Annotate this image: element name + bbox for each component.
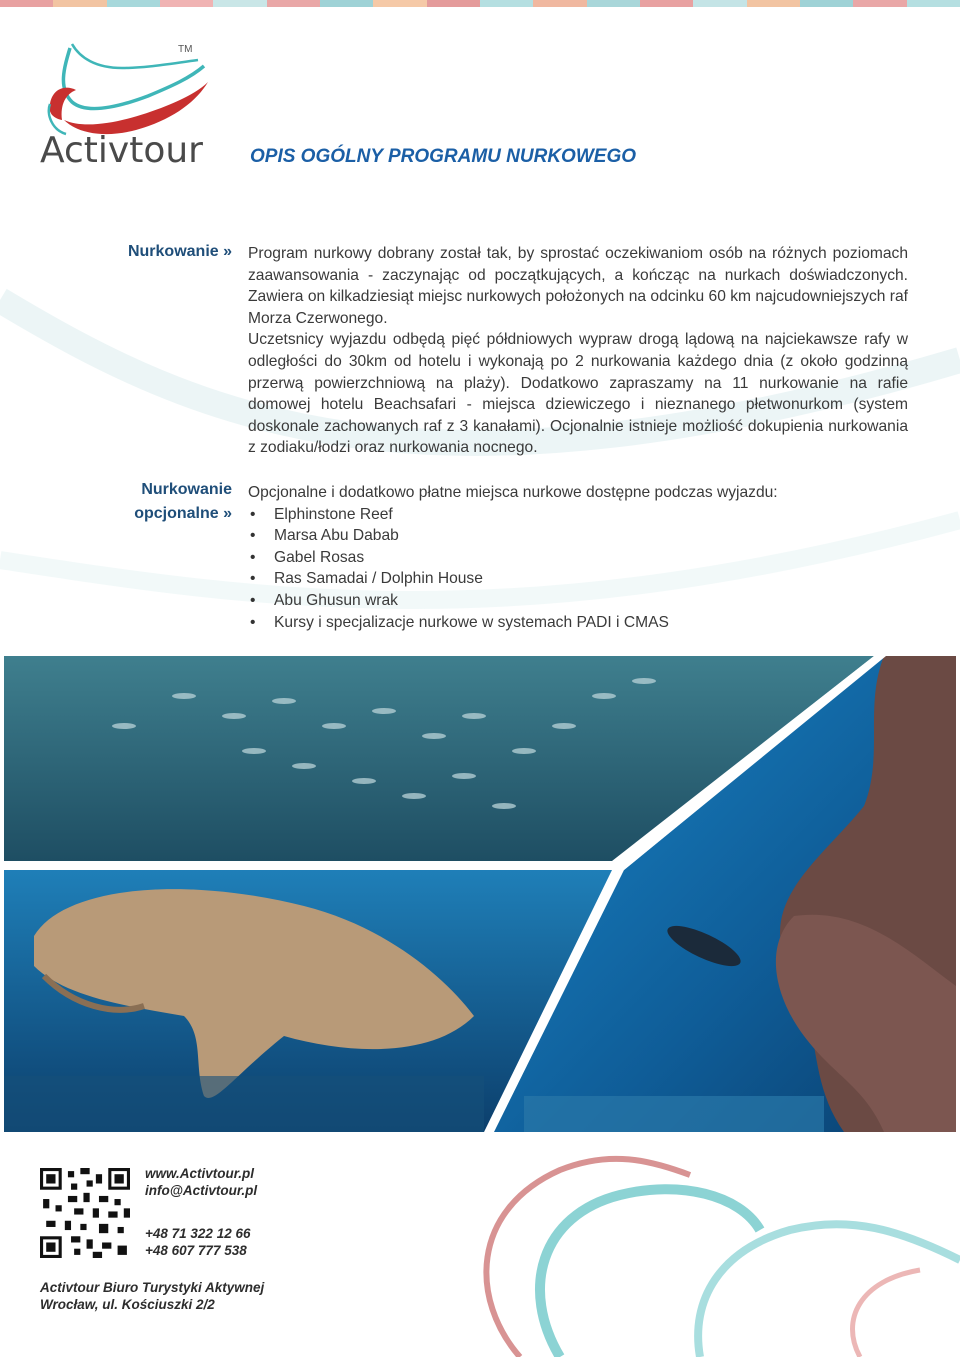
optional-sites-list [248,504,908,634]
section-body-diving [248,243,908,459]
list-item: • Ras Samadai / Dolphin House [248,568,908,590]
optional-intro: Opcjonalne i dodatkowo płatne miejsca nurkowe dostępne podczas wyjazdu: [248,484,778,501]
phone-number: +48 607 777 538 [145,1243,247,1258]
section-label-line: Nurkowanie [141,481,232,498]
qr-code-icon [40,1168,130,1258]
section-label-line: opcjonalne » [134,505,232,522]
list-item: • Kursy i specjalizacje nurkowe w systemach PADI i CMAS [248,612,908,634]
page-title: OPIS OGÓLNY PROGRAMU NURKOWEGO [250,146,637,167]
section-body-optional [248,482,908,633]
company-name: Activtour Biuro Turystyki Aktywnej [40,1280,265,1295]
phone-number: +48 71 322 12 66 [145,1226,251,1241]
company-address: Wrocław, ul. Kościuszki 2/2 [40,1297,215,1312]
trademark-mark: TM [178,44,193,55]
email-link[interactable]: info@Activtour.pl [145,1183,258,1198]
underwater-photo-collage [4,656,956,1132]
section-label-diving: Nurkowanie » [127,243,232,260]
contact-phone-block [145,1225,250,1259]
list-item: • Elphinstone Reef [248,504,908,526]
list-item: • Marsa Abu Dabab [248,525,908,547]
brand-name: Activtour [40,130,203,171]
paragraph: Program nurkowy dobrany został tak, by sprostać oczekiwaniom osób na różnych poziomach zaawansowania - zaczynając od początkujących, a kończąc na nurkach doświadczonych. Zawiera on kilkadziesiąt miejsc nurkowych położonych na odcinku 60 km najcudowniejszych raf Morza Czerwonego. [248,245,908,327]
website-link[interactable]: www.Activtour.pl [145,1166,255,1181]
list-item: • Gabel Rosas [248,547,908,569]
section-label-optional [134,478,232,526]
list-item: • Abu Ghusun wrak [248,590,908,612]
paragraph: Uczetsnicy wyjazdu odbędą pięć półdniowych wypraw drogą lądową na najciekawsze rafy w odległości do 30km od hotelu i wykonają po 2 nurkowania każdego dnia (z około godzinną przerwą powierzchniową na plaży). Dodatkowo zapraszamy na 11 nurkowanie na rafie domowej hotelu Beachsafari - miejsca dziewiczego i nieznanego płetwonurkom (system doskonale zachowanych raf z 3 kanałami). Ocjonalnie istnieje możliość dokupienia nurkowania z zodiaku/łodzi oraz nurkowania nocnego. [248,331,908,457]
company-address-block [40,1279,264,1313]
top-color-stripe [0,0,960,7]
contact-web-block [145,1165,257,1199]
